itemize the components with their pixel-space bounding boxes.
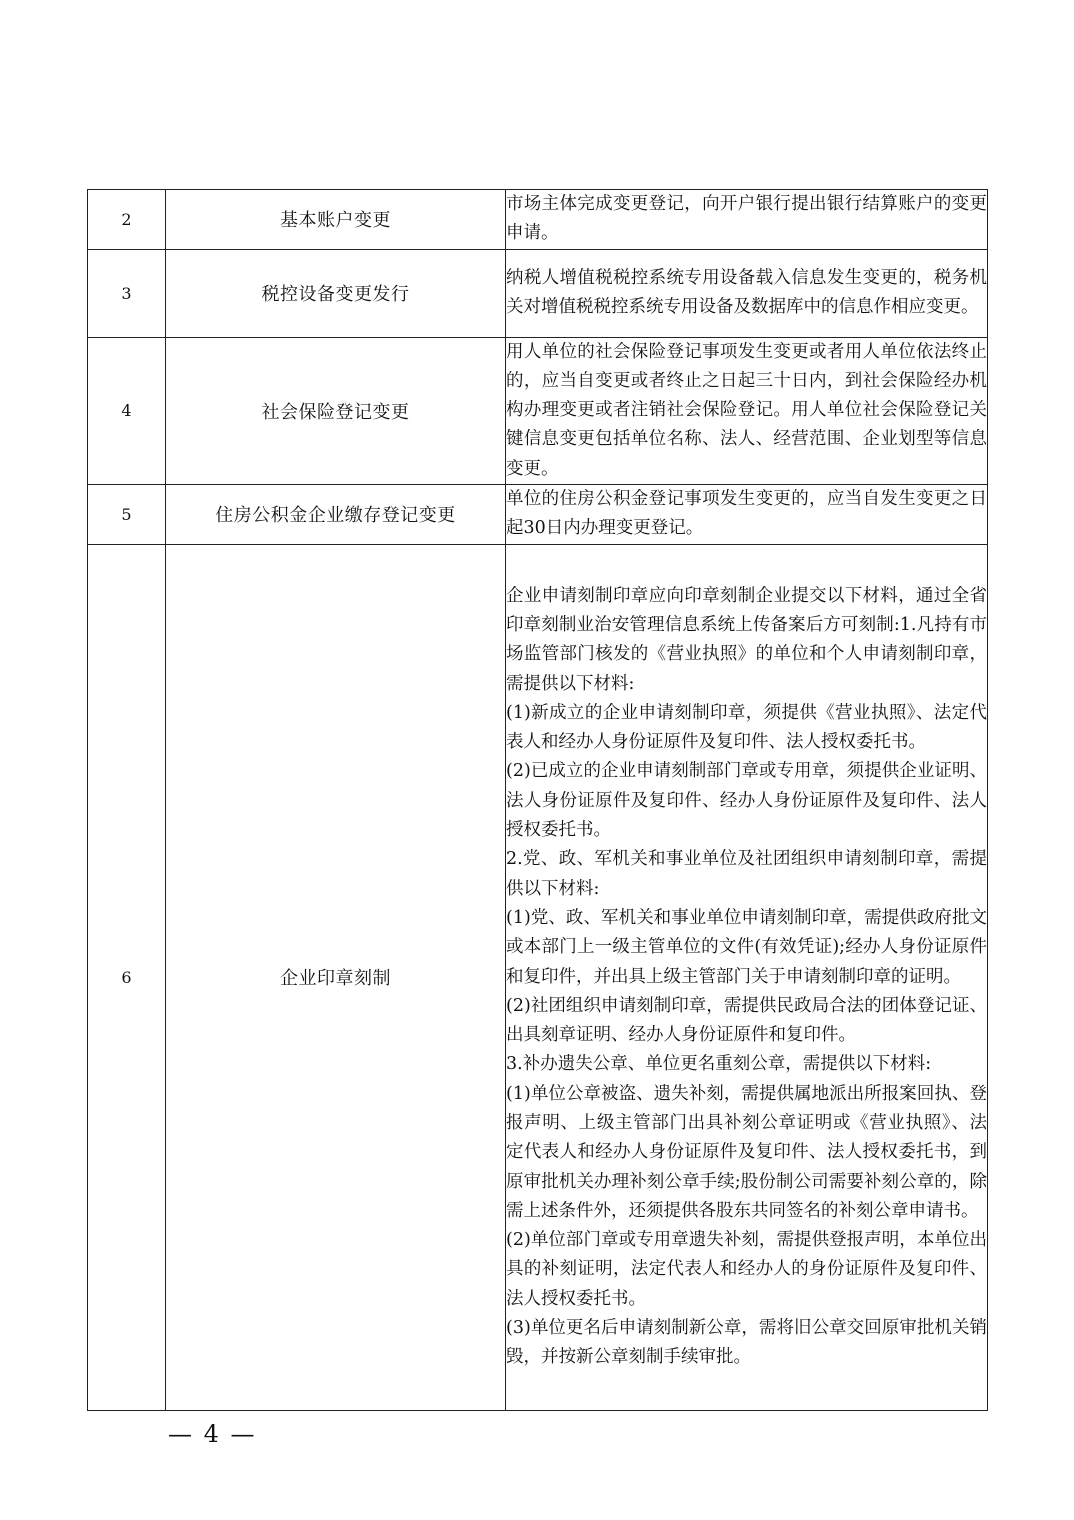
- description-paragraph: (1)新成立的企业申请刻制印章，须提供《营业执照》、法定代表人和经办人身份证原件及复印件、法人授权委托书。: [506, 702, 987, 753]
- description-paragraph: (1)单位公章被盗、遗失补刻，需提供属地派出所报案回执、登报声明、上级主管部门出具补刻公章证明或《营业执照》、法定代表人和经办人身份证原件及复印件、法人授权委托书，到原审批机关办理补刻公章手续;股份制公司需要补刻公章的，除需上述条件外，还须提供各股东共同签名的补刻公章申请书。: [506, 1083, 987, 1221]
- table-row: [88, 337, 988, 484]
- description-paragraph: (2)已成立的企业申请刻制部门章或专用章，须提供企业证明、法人身份证原件及复印件、经办人身份证原件及复印件、法人授权委托书。: [506, 761, 987, 841]
- page-number: — 4 —: [168, 1420, 257, 1448]
- table-row: [88, 249, 988, 337]
- row-number: 5: [88, 485, 166, 545]
- item-description: [506, 544, 988, 1410]
- row-number: 2: [88, 190, 166, 250]
- table-row: [88, 190, 988, 250]
- description-paragraph: 单位的住房公积金登记事项发生变更的，应当自发生变更之日起30日内办理变更登记。: [506, 489, 987, 539]
- item-name: 住房公积金企业缴存登记变更: [166, 485, 506, 545]
- table-row: [88, 544, 988, 1410]
- description-paragraph: (1)党、政、军机关和事业单位申请刻制印章，需提供政府批文或本部门上一级主管单位的文件(有效凭证);经办人身份证原件和复印件，并出具上级主管部门关于申请刻制印章的证明。: [506, 907, 987, 987]
- description-paragraph: (3)单位更名后申请刻制新公章，需将旧公章交回原审批机关销毁，并按新公章刻制手续审批。: [506, 1318, 987, 1368]
- description-paragraph: (2)单位部门章或专用章遗失补刻，需提供登报声明，本单位出具的补刻证明，法定代表人和经办人的身份证原件及复印件、法人授权委托书。: [506, 1230, 987, 1309]
- description-paragraph: 企业申请刻制印章应向印章刻制企业提交以下材料，通过全省印章刻制业治安管理信息系统上传备案后方可刻制:1.凡持有市场监管部门核发的《营业执照》的单位和个人申请刻制印章，需提供以下材料:: [506, 585, 987, 694]
- item-name: 社会保险登记变更: [166, 337, 506, 484]
- item-description: [506, 485, 988, 545]
- item-name: 企业印章刻制: [166, 544, 506, 1410]
- table-row: [88, 485, 988, 545]
- description-paragraph: 2.党、政、军机关和事业单位及社团组织申请刻制印章，需提供以下材料:: [506, 849, 987, 899]
- item-description: [506, 190, 988, 250]
- item-name: 基本账户变更: [166, 190, 506, 250]
- row-number: 6: [88, 544, 166, 1410]
- item-name: 税控设备变更发行: [166, 249, 506, 337]
- item-description: [506, 337, 988, 484]
- description-paragraph: 纳税人增值税税控系统专用设备载入信息发生变更的，税务机关对增值税税控系统专用设备及数据库中的信息作相应变更。: [506, 267, 987, 318]
- description-paragraph: 用人单位的社会保险登记事项发生变更或者用人单位依法终止的，应当自变更或者终止之日起三十日内，到社会保险经办机构办理变更或者注销社会保险登记。用人单位社会保险登记关键信息变更包括单位名称、法人、经营范围、企业划型等信息变更。: [506, 341, 987, 479]
- description-paragraph: 3.补办遗失公章、单位更名重刻公章，需提供以下材料:: [506, 1054, 932, 1075]
- row-number: 4: [88, 337, 166, 484]
- description-paragraph: (2)社团组织申请刻制印章，需提供民政局合法的团体登记证、出具刻章证明、经办人身份证原件和复印件。: [506, 995, 987, 1046]
- description-paragraph: 市场主体完成变更登记，向开户银行提出银行结算账户的变更申请。: [506, 194, 987, 244]
- services-table: [87, 189, 988, 1411]
- row-number: 3: [88, 249, 166, 337]
- item-description: [506, 249, 988, 337]
